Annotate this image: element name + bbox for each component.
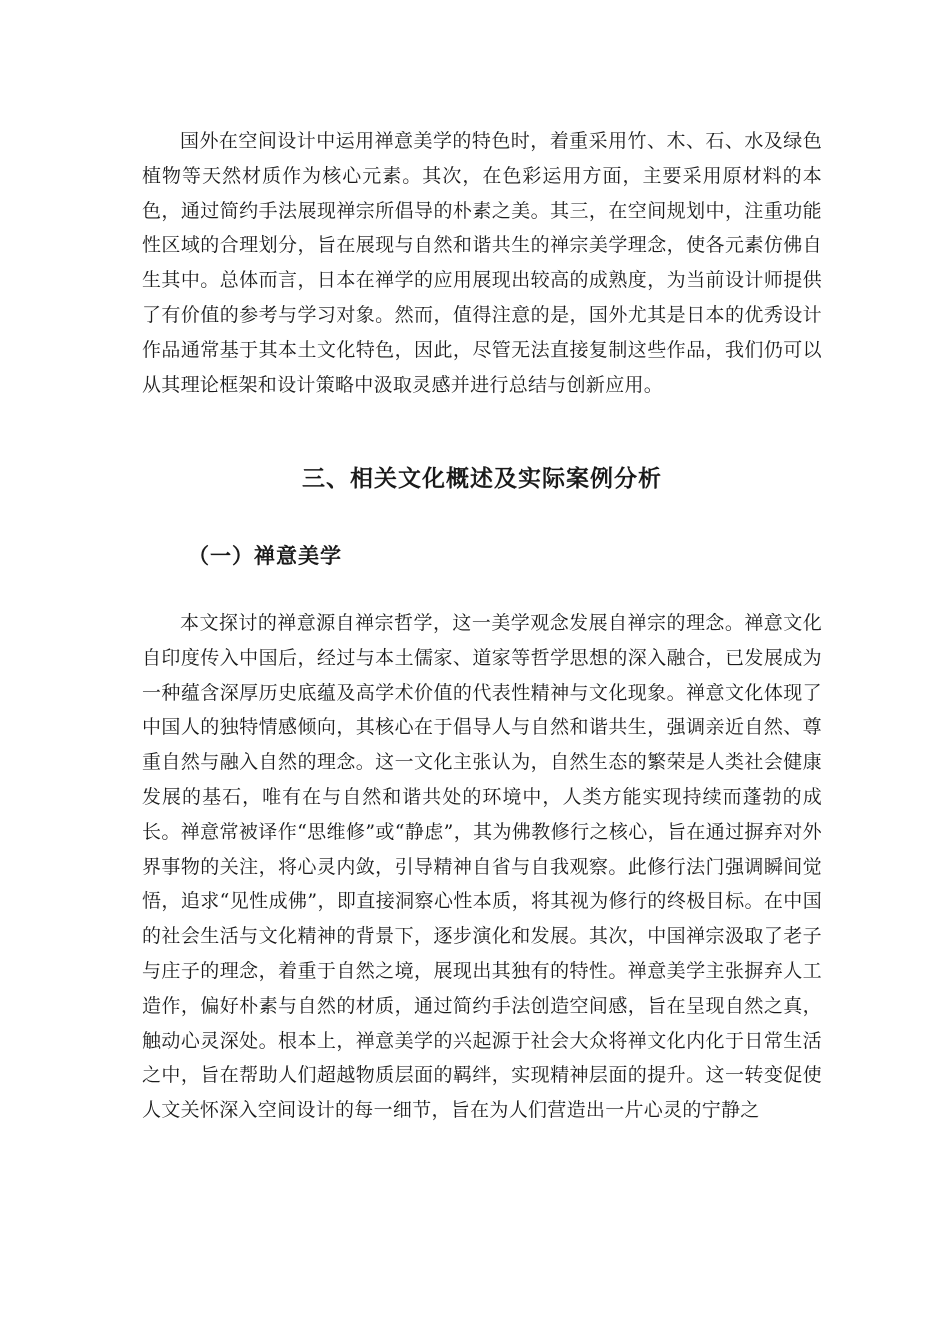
sub-heading: （一）禅意美学 — [188, 544, 342, 568]
section-heading: 三、相关文化概述及实际案例分析 — [302, 466, 662, 492]
body-paragraph-zen-aesthetics: 本文探讨的禅意源自禅宗哲学，这一美学观念发展自禅宗的理念。禅意文化自印度传入中国后，经过与本土儒家、道家等哲学思想的深入融合，已发展成为一种蕴含深厚历史底蕴及高学术价值的代表性精神与文化现象。禅意文化体现了中国人的独特情感倾向，其核心在于倡导人与自然和谐共生，强调亲近自然、尊重自然与融入自然的理念。这一文化主张认为，自然生态的繁荣是人类社会健康发展的基石，唯有在与自然和谐共处的环境中，人类方能实现持续而蓬勃的成长。禅意常被译作“思维修”或“静虑”，其为佛教修行之核心，旨在通过摒弃对外界事物的关注，将心灵内敛，引导精神自省与自我观察。此修行法门强调瞬间觉悟，追求“见性成佛”，即直接洞察心性本质，将其视为修行的终极目标。在中国的社会生活与文化精神的背景下，逐步演化和发展。其次，中国禅宗汲取了老子与庄子的理念，着重于自然之境，展现出其独有的特性。禅意美学主张摒弃人工造作，偏好朴素与自然的材质，通过简约手法创造空间感，旨在呈现自然之真，触动心灵深处。根本上，禅意美学的兴起源于社会大众将禅文化内化于日常生活之中，旨在帮助人们超越物质层面的羁绊，实现精神层面的提升。这一转变促使人文关怀深入空间设计的每一细节，旨在为人们营造出一片心灵的宁静之 — [142, 612, 822, 1122]
body-paragraph-foreign-zen-design: 国外在空间设计中运用禅意美学的特色时，着重采用竹、木、石、水及绿色植物等天然材质作为核心元素。其次，在色彩运用方面，主要采用原材料的本色，通过简约手法展现禅宗所倡导的朴素之美。其三，在空间规划中，注重功能性区域的合理划分，旨在展现与自然和谐共生的禅宗美学理念，使各元素仿佛自生其中。总体而言，日本在禅学的应用展现出较高的成熟度，为当前设计师提供了有价值的参考与学习对象。然而，值得注意的是，国外尤其是日本的优秀设计作品通常基于其本土文化特色，因此，尽管无法直接复制这些作品，我们仍可以从其理论框架和设计策略中汲取灵感并进行总结与创新应用。 — [142, 130, 822, 396]
